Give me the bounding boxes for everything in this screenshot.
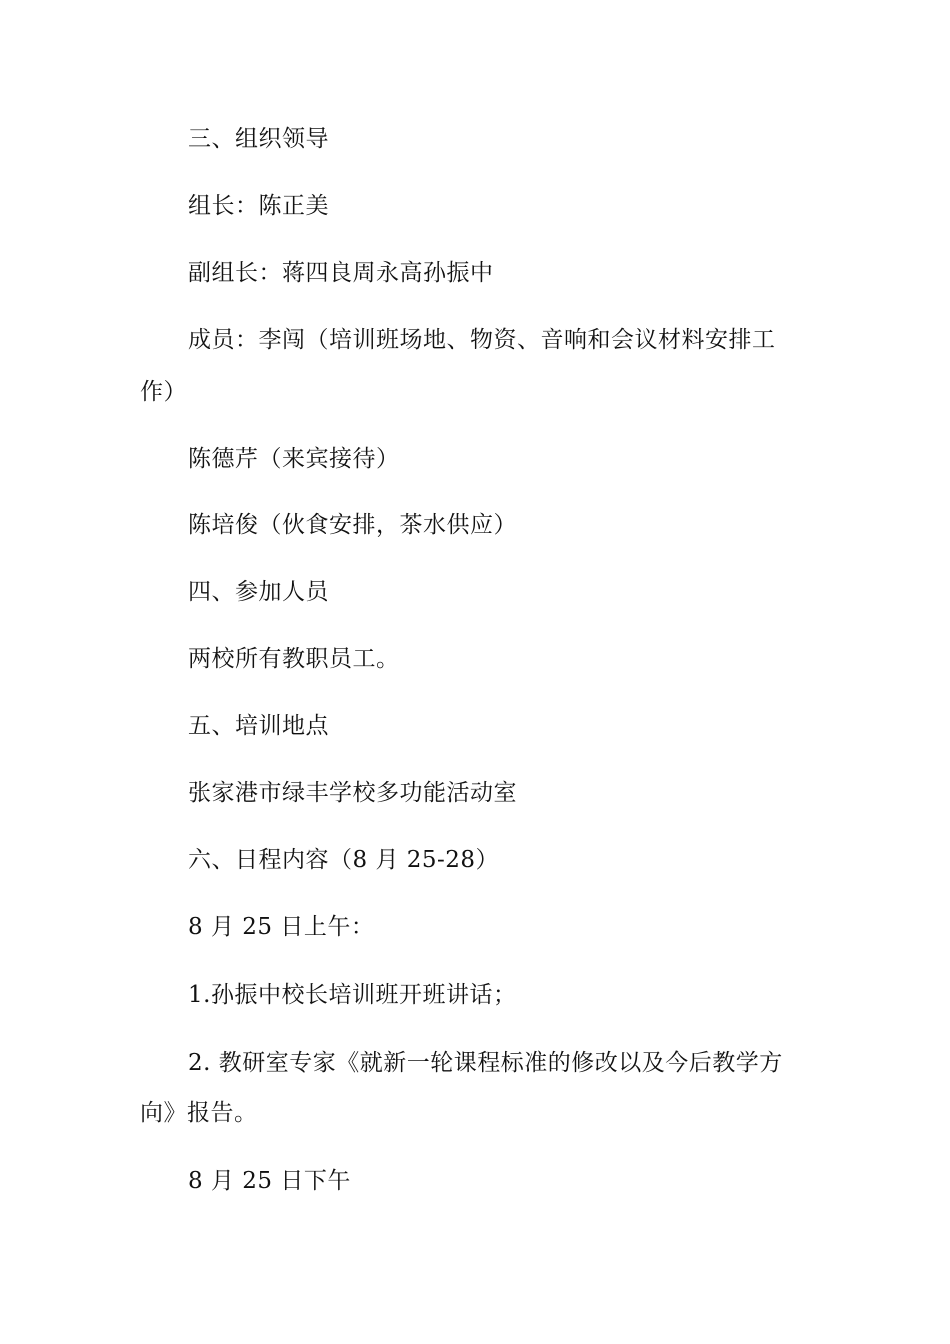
paragraph-location: 张家港市绿丰学校多功能活动室 — [188, 780, 517, 806]
section-heading-organization: 三、组织领导 — [188, 126, 329, 152]
paragraph-date-morning: 8 月 25 日上午： — [188, 914, 375, 940]
section-heading-schedule: 六、日程内容（8 月 25-28） — [188, 847, 500, 873]
section-heading-participants: 四、参加人员 — [188, 579, 329, 605]
list-item-1: 1.孙振中校长培训班开班讲话； — [188, 982, 517, 1008]
paragraph-deputy-leader: 副组长：蒋四良周永高孙振中 — [188, 260, 494, 286]
paragraph-members-line1: 成员：李闯（培训班场地、物资、音响和会议材料安排工 — [188, 327, 776, 353]
paragraph-members-line2: 作） — [140, 379, 187, 405]
list-item-2-line1: 2. 教研室专家《就新一轮课程标准的修改以及今后教学方 — [188, 1050, 783, 1076]
paragraph-participants: 两校所有教职员工。 — [188, 646, 400, 672]
list-item-2-line2: 向》报告。 — [140, 1100, 258, 1126]
paragraph-catering: 陈培俊（伙食安排，茶水供应） — [188, 512, 517, 538]
paragraph-group-leader: 组长：陈正美 — [188, 193, 329, 219]
paragraph-guest-reception: 陈德芹（来宾接待） — [188, 446, 400, 472]
section-heading-location: 五、培训地点 — [188, 713, 329, 739]
paragraph-date-afternoon: 8 月 25 日下午 — [188, 1168, 351, 1194]
